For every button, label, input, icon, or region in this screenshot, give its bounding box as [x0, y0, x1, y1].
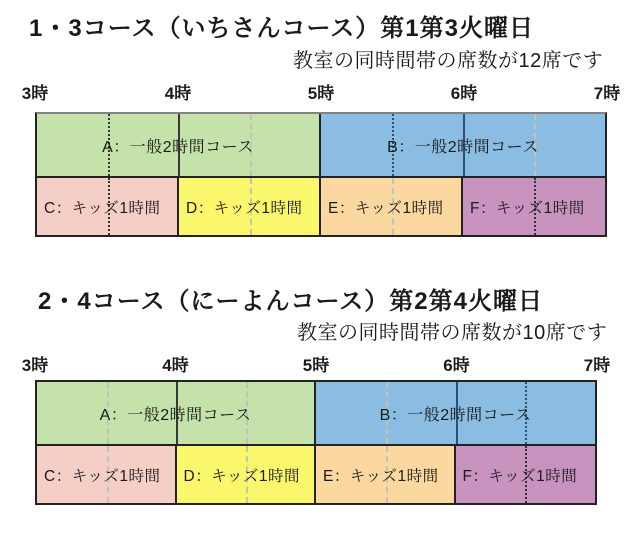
block-label: D：キッズ1時間	[186, 199, 303, 217]
block-label: F：キッズ1時間	[462, 467, 578, 485]
block-label: B：一般2時間コース	[387, 138, 539, 156]
time-tick-label: 5時	[302, 356, 330, 375]
block-label: C：キッズ1時間	[44, 467, 161, 485]
block-label: E：キッズ1時間	[323, 467, 439, 485]
section-subtitle: 教室の同時間帯の席数が10席です	[297, 322, 608, 344]
section-subtitle: 教室の同時間帯の席数が12席です	[293, 50, 604, 72]
block-a-general-2h	[37, 382, 316, 444]
block-label: A：一般2時間コース	[102, 138, 254, 156]
time-tick-label: 3時	[21, 356, 49, 375]
time-tick-label: 6時	[443, 356, 470, 375]
schedule-chart	[35, 380, 597, 505]
time-tick-label: 6時	[450, 84, 478, 103]
block-label: C：キッズ1時間	[44, 199, 161, 217]
kids-course-row	[37, 178, 605, 235]
general-course-row	[37, 382, 595, 446]
block-label: A：一般2時間コース	[99, 406, 252, 424]
time-axis	[21, 79, 621, 103]
block-label: B：一般2時間コース	[379, 406, 532, 424]
time-tick-label: 7時	[593, 84, 621, 103]
time-tick-label: 7時	[583, 356, 611, 375]
section-title: 2・4コース（にーよんコース）第2第4火曜日	[38, 288, 543, 315]
time-tick-label: 3時	[21, 84, 49, 103]
time-tick-label: 4時	[162, 356, 189, 375]
block-label: D：キッズ1時間	[183, 467, 301, 485]
general-course-row	[37, 114, 605, 178]
section-title: 1・3コース（いちさんコース）第1第3火曜日	[29, 15, 534, 42]
block-a-general-2h	[37, 114, 321, 176]
kids-course-row	[37, 446, 595, 503]
schedule-chart	[35, 112, 607, 237]
time-axis	[21, 351, 611, 375]
time-tick-label: 4時	[164, 84, 192, 103]
block-b-general-2h	[316, 382, 595, 444]
block-b-general-2h	[321, 114, 605, 176]
block-label: E：キッズ1時間	[328, 199, 444, 217]
time-tick-label: 5時	[307, 84, 335, 103]
block-label: F：キッズ1時間	[470, 199, 585, 217]
